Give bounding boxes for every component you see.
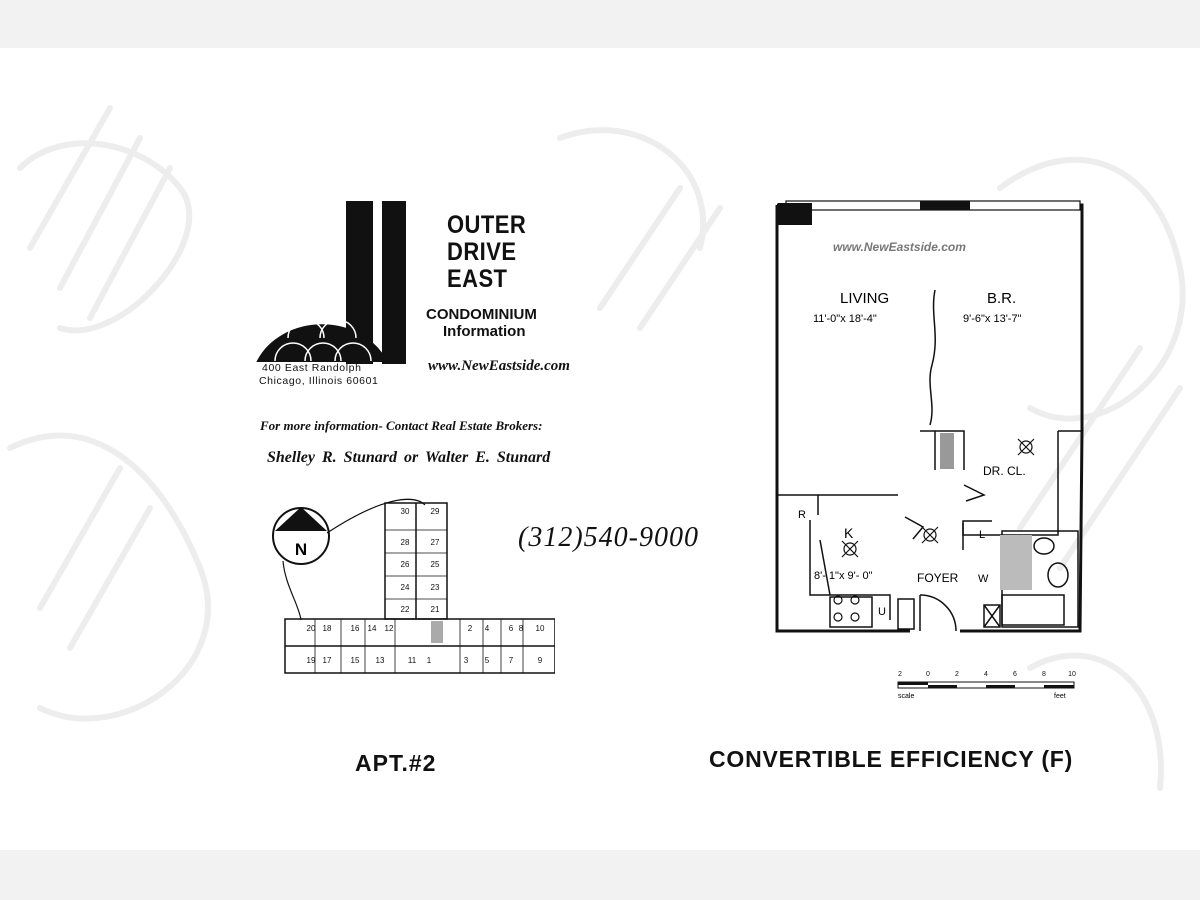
watermark-text: www.NewEastside.com xyxy=(833,240,966,254)
svg-text:8: 8 xyxy=(1042,671,1046,678)
dressing-closet-label: DR. CL. xyxy=(983,464,1026,478)
svg-text:6: 6 xyxy=(1013,671,1017,678)
utility-label: U xyxy=(878,606,886,618)
kitchen-dims: 8'- 1"x 9'- 0" xyxy=(814,570,873,582)
svg-text:10: 10 xyxy=(1068,671,1076,678)
building-logo-icon xyxy=(255,198,410,368)
svg-text:2: 2 xyxy=(898,671,902,678)
compass-label: N xyxy=(294,540,308,559)
svg-text:29: 29 xyxy=(430,507,440,516)
svg-text:0: 0 xyxy=(926,671,930,678)
washer-label: W xyxy=(978,573,989,585)
svg-text:28: 28 xyxy=(400,538,410,547)
svg-text:8: 8 xyxy=(518,624,524,633)
foyer-label: FOYER xyxy=(917,571,959,585)
svg-text:22: 22 xyxy=(400,605,410,614)
svg-text:16: 16 xyxy=(350,624,360,633)
svg-text:26: 26 xyxy=(400,560,410,569)
unit-type-title: CONVERTIBLE EFFICIENCY (F) xyxy=(709,746,1074,772)
svg-text:7: 7 xyxy=(508,656,514,665)
svg-text:3: 3 xyxy=(463,656,469,665)
address-line-2: Chicago, Illinois 60601 xyxy=(259,375,379,387)
svg-text:12: 12 xyxy=(384,624,394,633)
logo-name-line-1: OUTER xyxy=(447,211,527,239)
svg-text:20: 20 xyxy=(306,624,316,633)
svg-text:6: 6 xyxy=(508,624,514,633)
svg-text:24: 24 xyxy=(400,583,410,592)
svg-text:30: 30 xyxy=(400,507,410,516)
website-link[interactable]: www.NewEastside.com xyxy=(428,358,570,374)
svg-text:14: 14 xyxy=(367,624,377,633)
svg-text:9: 9 xyxy=(537,656,543,665)
svg-text:2: 2 xyxy=(955,671,959,678)
svg-text:17: 17 xyxy=(322,656,332,665)
scale-right-caption: feet xyxy=(1054,693,1066,700)
svg-text:10: 10 xyxy=(535,624,545,633)
site-plan xyxy=(265,495,555,680)
svg-text:1: 1 xyxy=(426,656,432,665)
living-dims: 11'-0"x 18'-4" xyxy=(813,313,877,325)
svg-text:11: 11 xyxy=(407,656,417,665)
apartment-number: APT.#2 xyxy=(355,750,437,776)
scale-bar xyxy=(892,668,1082,704)
contact-intro: For more information- Contact Real Estate Brokers: xyxy=(260,418,543,433)
logo-name-line-2: DRIVE xyxy=(447,238,517,266)
svg-text:5: 5 xyxy=(484,656,490,665)
svg-text:13: 13 xyxy=(375,656,385,665)
svg-text:21: 21 xyxy=(430,605,440,614)
svg-text:27: 27 xyxy=(430,538,440,547)
svg-text:18: 18 xyxy=(322,624,332,633)
svg-text:19: 19 xyxy=(306,656,316,665)
svg-text:4: 4 xyxy=(484,624,490,633)
scale-left-caption: scale xyxy=(898,693,915,700)
phone-number[interactable]: (312)540-9000 xyxy=(518,522,699,553)
bedroom-dims: 9'-6"x 13'-7" xyxy=(963,313,1022,325)
svg-text:23: 23 xyxy=(430,583,440,592)
bedroom-label: B.R. xyxy=(987,290,1017,307)
refrigerator-label: R xyxy=(798,509,806,521)
svg-text:4: 4 xyxy=(984,671,988,678)
svg-text:2: 2 xyxy=(467,624,473,633)
floor-plan xyxy=(770,195,1090,640)
kitchen-label: K xyxy=(844,525,854,541)
logo-name-line-3: EAST xyxy=(447,265,508,293)
svg-text:25: 25 xyxy=(430,560,440,569)
svg-text:15: 15 xyxy=(350,656,360,665)
logo-subtitle-line-2: Information xyxy=(443,323,526,340)
linen-label: L xyxy=(979,529,986,541)
broker-names: Shelley R. Stunard or Walter E. Stunard xyxy=(267,449,551,466)
logo-subtitle-line-1: CONDOMINIUM xyxy=(426,306,537,323)
living-label: LIVING xyxy=(840,290,890,307)
address-line-1: 400 East Randolph xyxy=(262,362,362,374)
